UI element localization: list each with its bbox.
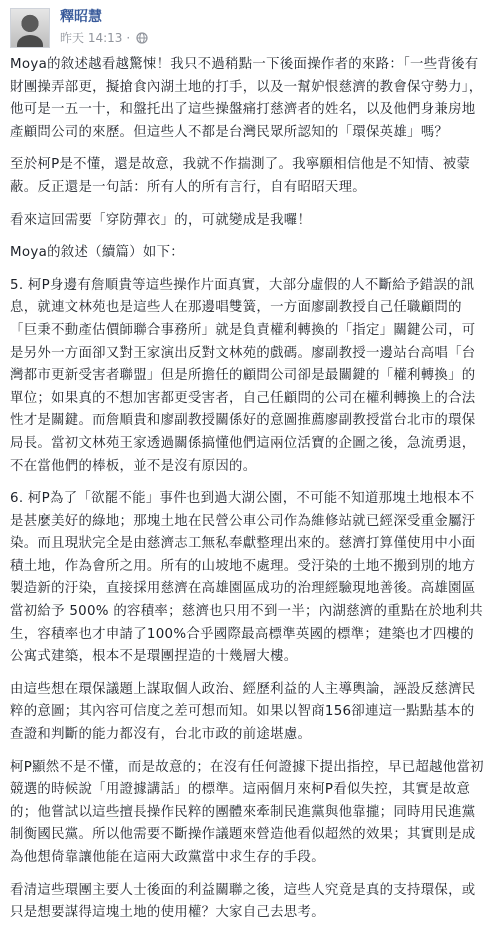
post-paragraph: Moya的敘述（續篇）如下： <box>10 245 184 261</box>
post-paragraph: 6. 柯P為了「欲罷不能」事件也到過大湖公園，不可能不知道那塊土地根本不是甚麼美好的綠地；那塊土地在民營公車公司作為維修站就已經深受重金屬汙染。而且現狀完全是由慈濟志工無私奉獻整理出來的。慈濟打算僅使用中小面積土地，作為會所之用。所有的山坡地不處理。受汙染的土地不搬到別的地方製造新的汙染，直接採用慈濟在高雄園區成功的治理經驗現地善後。高雄園區當初給予 500% 的容積率；慈濟也只用不到一半；內湖慈濟的重點在於地利共生，容積率也才申請了100%合乎國際最高標準英國的標準；建築也才四樓的公寓式建築，根本不是環團捏造的十幾層大樓。 <box>10 491 484 665</box>
post-subline <box>60 32 148 44</box>
author-name[interactable]: 釋昭慧 <box>60 9 102 25</box>
post-paragraph: 看清這些環團主要人士後面的利益關聯之後，這些人究竟是真的支持環保，或只是想要謀得這塊土地的使用權？大家自己去思考。 <box>10 882 476 921</box>
post-paragraph: 5. 柯P身邊有詹順貴等這些操作片面真實，大部分虛假的人不斷給予錯誤的訊息，就連文林苑也是這些人在那邊唱雙簧，一方面廖副教授自己任職顧問的「巨秉不動產估價師聯合事務所」就是負責權利轉換的「指定」關鍵公司，可是另外一方面卻又對王家演出反對文林苑的戲碼。廖副教授一邊站台高唱「台灣都市更新受害者聯盟」但是所擔任的顧問公司卻是最關鍵的「權利轉換」的單位；如果真的不想加害都更受害者，自己任顧問的公司在權利轉換上的合法性才是關鍵。而詹順貴和廖副教授關係好的意圖推薦廖副教授當台北市的環保局長。當初文林苑王家透過關係搞懂他們這兩位活寶的企圖之後，急流勇退，不在當他們的棒板，並不是沒有原因的。 <box>10 277 476 474</box>
post-paragraph: 至於柯P是不懂，還是故意，我就不作揣測了。我寧願相信他是不知情、被蒙蔽。反正還是一句話：所有人的所有言行，自有昭昭天理。 <box>10 157 471 195</box>
post-paragraph: 看來這回需要「穿防彈衣」的，可就變成是我囉！ <box>10 212 312 228</box>
post-paragraph: Moya的敘述越看越驚悚！我只不過稍點一下後面操作者的來路：「一些背後有財團操弄部更，擬搶食內湖土地的打手，以及一幫妒恨慈濟的教會保守勢力」，他可是一五一十，和盤托出了這些操盤痛打慈濟者的姓名，以及他們身兼房地產顧問公司的來歷。但這些人不都是台灣民眾所認知的「環保英雄」嗎？ <box>10 57 483 140</box>
globe-icon[interactable] <box>136 32 148 44</box>
post-paragraph: 柯P顯然不是不懂，而是故意的；在沒有任何證據下提出指控，早已超越他當初競選的時候說「用證據講話」的標準。這兩個月來柯P看似失控，其實是故意的；他嘗試以這些擅長操作民粹的團體來牽制民進黨與他靠攏；同時用民進黨制衡國民黨。所以他需要不斷操作議題來營造他看似超然的效果；其實則是成為他想倚靠讓他能在這兩大政黨當中求生存的手段。 <box>10 759 484 865</box>
post-body <box>0 46 497 925</box>
post-meta <box>60 8 148 44</box>
post-paragraph: 由這些想在環保議題上謀取個人政治、經歷利益的人主導輿論，誣設反慈濟民粹的意圖；其內容可信度之差可想而知。如果以智商156卻連這一點點基本的查證和判斷的能力都沒有，台北市政的前途堪慮。 <box>10 681 476 743</box>
meta-separator: · <box>126 31 131 45</box>
post-header <box>0 0 497 46</box>
post-timestamp[interactable]: 昨天 14:13 <box>60 31 123 45</box>
author-avatar[interactable] <box>10 8 50 48</box>
